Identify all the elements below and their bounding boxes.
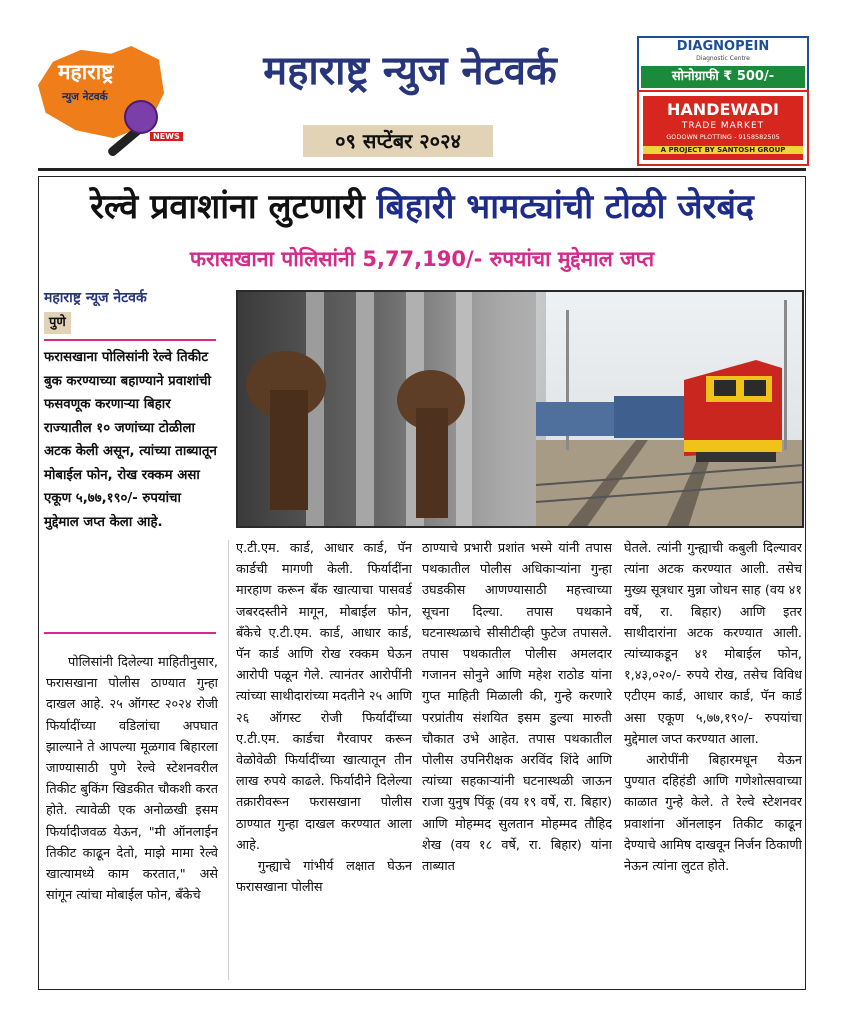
column-separator — [228, 540, 229, 980]
ad-background — [643, 96, 803, 160]
lead-rule-top — [44, 339, 216, 341]
article-headline — [48, 182, 796, 232]
article-column-3 — [422, 538, 612, 988]
newspaper-logo — [38, 40, 188, 156]
newspaper-title: महाराष्ट्र न्युज नेटवर्क — [263, 48, 557, 94]
column-2-paragraph-1: ए.टी.एम. कार्ड, आधार कार्ड, पॅन कार्डची मागणी केली. फिर्यादींना मारहाण करून बँक खात्याचा पासवर्ड जबरदस्तीने मागून, मोबाईल फोन, बँकेचे ए.टी.एम. कार्ड, आधार कार्ड, पॅन कार्ड आणि रोख रक्कम घेऊन आरोपी पळून गेले. त्यानंतर आरोपींनी त्यांच्या साथीदारांच्या मदतीने २५ आणि २६ ऑगस्ट रोजी फिर्यादींच्या ए.टी.एम. कार्डचा गैरवापर करून वेळोवेळी फिर्यादींच्या खात्यातून तीन लाख रुपये काढले. फिर्यादीने दिलेल्या तक्रारीवरून फरासखाना पोलीस ठाण्यात गुन्हा दाखल करण्यात आला आहे. — [236, 541, 412, 853]
microphone-icon — [124, 100, 158, 134]
column-4-paragraph-2: आरोपींनी बिहारमधून येऊन पुण्यात दहिहंडी आणि गणेशोत्सवाच्या काळात गुन्हे केले. ते रेल्वे स्टेशनवर प्रवाशांना ऑनलाइन तिकीट काढून देण्याचे आमिष दाखवून निर्जन ठिकाणी नेऊन त्यांना लुटत होते. — [624, 753, 802, 875]
advertisement-handewadi[interactable] — [637, 90, 809, 166]
ad-detail: GODOWN PLOTTING - 9158582505 — [666, 133, 780, 141]
ad-tagline: Diagnostic Centre — [696, 55, 750, 62]
column-3-paragraph: ठाण्याचे प्रभारी प्रशांत भस्मे यांनी तपास पथकातील पोलीस अधिकाऱ्यांना गुन्हा उघडकीस आणण्यासाठी महत्त्वाच्या सूचना दिल्या. तपास पथकाने घटनास्थळाचे सीसीटीव्ही फुटेज तपासले. तपास पथकातील पोलीस अमलदार गजानन सोनुने आणि महेश राठोड यांना गुप्त माहिती मिळाली की, गुन्हे करणारे परप्रांतीय संशयित इसम डुल्या मारुती चौकात उभे आहेत. तपास पथकातील पोलीस उपनिरीक्षक अरविंद शिंदे आणि त्यांच्या सहकाऱ्यांनी घटनास्थळी जाऊन राजा युनुष पिंकू (वय १९ वर्षे, रा. बिहार) आणि मोहम्मद सुलतान मोहम्मद तौहिद शेख (वय १८ वर्षे, रा. बिहार) यांना ताब्यात — [422, 541, 612, 875]
article-column-1 — [46, 652, 218, 988]
headline-part-2: बिहारी भामट्यांची टोळी जेरबंद — [376, 187, 754, 227]
ad-offer: सोनोग्राफी ₹ 500/- — [641, 66, 805, 88]
ad-title: HANDEWADI — [667, 100, 779, 119]
column-1-paragraph: पोलिसांनी दिलेल्या माहितीनुसार, फरासखाना पोलीस ठाण्यात गुन्हा दाखल आहे. २५ ऑगस्ट २०२४ रोजी फिर्यादींच्या वडिलांचा अपघात झाल्याने ते आपल्या मूळगाव बिहारला जाण्यासाठी पुणे रेल्वे स्टेशनवरील तिकीट बुकिंग खिडकीत चौकशी करत होते. त्यावेळी एक अनोळखी इसम फिर्यादीजवळ येऊन, "मी ऑनलाईन तिकीट काढून देतो, माझे मामा रेल्वे खात्यामध्ये काम करतात," असे सांगून त्यांचा मोबाईल फोन, बँकेचे — [46, 655, 218, 904]
dateline-location: पुणे — [44, 312, 71, 334]
byline: महाराष्ट्र न्यूज नेटवर्क — [44, 290, 147, 306]
lead-paragraph: फरासखाना पोलिसांनी रेल्वे तिकीट बुक करण्याच्या बहाण्याने प्रवाशांची फसवणूक करणाऱ्या बिहार राज्यातील १० जणांच्या टोळीला अटक केली असून, त्यांच्या ताब्यातून मोबाईल फोन, रोख रक्कम असा एकूण ५,७७,१९०/- रुपयांचा मुद्देमाल जप्त केला आहे. — [44, 350, 217, 530]
masthead-divider — [38, 168, 806, 171]
headline-part-1: रेल्वे प्रवाशांना लुटणारी — [90, 187, 365, 227]
jail-and-train-illustration — [236, 290, 804, 528]
article-photo — [236, 290, 804, 528]
logo-news-badge: NEWS — [150, 132, 183, 141]
ad-footer: A PROJECT BY SANTOSH GROUP — [643, 146, 803, 154]
article-column-4 — [624, 538, 802, 988]
article-subheadline: फरासखाना पोलिसांनी 5,77,190/- रुपयांचा मुद्देमाल जप्त — [189, 247, 655, 271]
column-2-paragraph-2: गुन्ह्याचे गांभीर्य लक्षात घेऊन फरासखाना पोलीस — [236, 859, 412, 896]
article-column-2 — [236, 538, 412, 988]
ad-brand: DIAGNOPEIN — [676, 39, 770, 54]
ad-subtitle: TRADE MARKET — [681, 121, 765, 131]
issue-date: ०९ सप्टेंबर २०२४ — [303, 125, 493, 157]
logo-line-1: महाराष्ट्र — [58, 60, 114, 84]
logo-line-2: न्युज नेटवर्क — [62, 91, 108, 103]
column-4-paragraph-1: घेतले. त्यांनी गुन्ह्याची कबुली दिल्यावर त्यांना अटक करण्यात आली. तसेच मुख्य सूत्रधार मुन्ना जोधन साह (वय ४१ वर्षे, रा. बिहार) आणि इतर साथीदारांना अटक करण्यात आली. त्यांच्याकडून ४१ मोबाईल फोन, १,४३,०२०/- रुपये रोख, तसेच विविध एटीएम कार्ड, आधार कार्ड, पॅन कार्ड असा एकूण ५,७७,१९०/- रुपयांचा मुद्देमाल जप्त करण्यात आला. — [624, 541, 802, 747]
lead-rule-bottom — [44, 632, 216, 634]
advertisement-diagnopein[interactable] — [637, 36, 809, 92]
